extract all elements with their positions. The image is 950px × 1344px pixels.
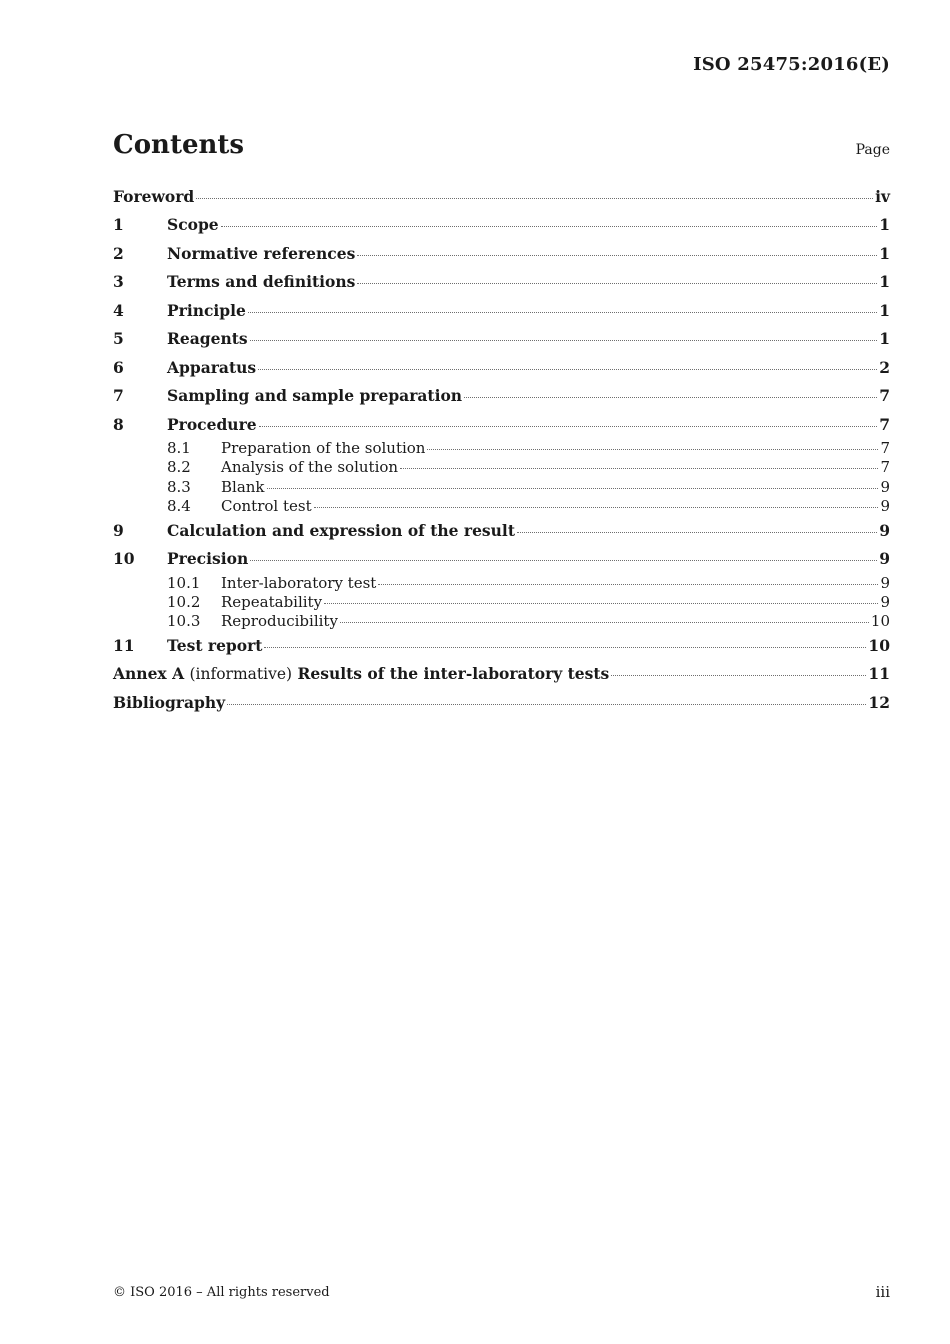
toc-page: 1	[879, 300, 890, 320]
annex-title: Results of the inter-laboratory tests	[297, 664, 610, 684]
toc-page: 9	[880, 477, 890, 496]
toc-leader	[267, 488, 879, 489]
toc-number: 1	[113, 215, 124, 234]
toc-entry-precision[interactable]	[113, 545, 890, 574]
toc-leader	[324, 603, 878, 604]
toc-entry-reagents[interactable]	[113, 325, 890, 354]
toc-title	[113, 660, 609, 689]
toc-page: 10	[868, 635, 890, 655]
toc-title: Reproducibility	[221, 612, 338, 631]
toc-page: 1	[879, 329, 890, 348]
toc-page: 9	[879, 520, 890, 540]
toc-number: 3	[113, 272, 124, 291]
toc-number: 8	[113, 414, 124, 434]
toc-leader	[427, 449, 878, 450]
toc-leader	[357, 255, 877, 256]
toc-title: Apparatus	[167, 357, 257, 377]
toc-entry-terms-and-definitions[interactable]	[113, 268, 890, 297]
toc-number: 8.4	[167, 497, 191, 516]
toc-subentry-control-test[interactable]	[113, 497, 890, 516]
toc-entry-principle[interactable]	[113, 297, 890, 326]
toc-page: 10	[870, 612, 890, 631]
toc-leader	[248, 312, 877, 313]
toc-leader	[400, 468, 878, 469]
toc-subentry-inter-laboratory-test[interactable]	[113, 574, 890, 593]
toc-entry-annex-a[interactable]	[113, 660, 890, 689]
toc-entry-procedure[interactable]	[113, 411, 890, 440]
toc-page: 1	[879, 272, 890, 291]
toc-entry-apparatus[interactable]	[113, 354, 890, 383]
toc-leader	[357, 283, 877, 284]
toc-title: Procedure	[167, 414, 257, 434]
toc-entry-test-report[interactable]	[113, 632, 890, 661]
toc-page: 9	[879, 549, 890, 569]
toc-number: 5	[113, 329, 124, 348]
page-number: iii	[875, 1283, 890, 1301]
toc-leader	[221, 226, 878, 227]
toc-title: Reagents	[167, 329, 248, 348]
toc-number: 10.1	[167, 573, 201, 592]
toc-page: 7	[880, 439, 890, 457]
toc-title: Foreword	[113, 187, 195, 206]
toc-title: Normative references	[167, 243, 356, 263]
toc-leader	[517, 532, 877, 533]
toc-number: 8.1	[167, 439, 191, 457]
toc-number: 9	[113, 520, 124, 540]
document-id: ISO 25475:2016(E)	[693, 54, 890, 75]
toc-number: 8.3	[167, 477, 191, 496]
toc-title: Sampling and sample preparation	[167, 386, 463, 405]
toc-page: iv	[875, 187, 890, 206]
toc-title: Control test	[221, 497, 312, 516]
toc-number: 7	[113, 386, 124, 405]
toc-title: Inter-laboratory test	[221, 573, 377, 592]
toc-title: Calculation and expression of the result	[167, 520, 515, 540]
toc-entry-calculation[interactable]	[113, 517, 890, 546]
toc-number: 10	[113, 549, 135, 569]
toc-entry-bibliography[interactable]	[113, 689, 890, 718]
toc-subentry-reproducibility[interactable]	[113, 612, 890, 631]
toc-page: 7	[880, 458, 890, 477]
contents-heading: Contents	[113, 130, 245, 160]
toc-title: Precision	[167, 549, 249, 569]
copyright-notice: © ISO 2016 – All rights reserved	[113, 1285, 330, 1300]
toc-title: Bibliography	[113, 692, 226, 712]
toc-number: 2	[113, 243, 124, 263]
toc-page: 9	[880, 497, 890, 516]
toc-title: Preparation of the solution	[221, 439, 426, 457]
toc-entry-sampling[interactable]	[113, 382, 890, 411]
toc-subentry-preparation[interactable]	[113, 439, 890, 458]
toc-title: Terms and definitions	[167, 272, 356, 291]
toc-leader	[250, 340, 878, 341]
toc-page: 7	[879, 386, 890, 405]
toc-entry-foreword[interactable]	[113, 183, 890, 211]
table-of-contents	[113, 183, 890, 717]
toc-title: Blank	[221, 477, 265, 496]
toc-page: 7	[879, 414, 890, 434]
toc-title: Principle	[167, 300, 246, 320]
toc-subentry-repeatability[interactable]	[113, 593, 890, 612]
toc-title: Analysis of the solution	[221, 458, 399, 477]
toc-number: 10.2	[167, 592, 201, 611]
toc-leader	[464, 397, 877, 398]
toc-number: 8.2	[167, 458, 191, 477]
toc-leader	[611, 675, 866, 676]
annex-type: (informative)	[189, 665, 293, 684]
toc-page: 1	[879, 215, 890, 234]
toc-page: 11	[868, 664, 890, 684]
toc-entry-normative-references[interactable]	[113, 240, 890, 269]
toc-title: Scope	[167, 215, 219, 234]
toc-page: 12	[868, 692, 890, 712]
annex-label: Annex A	[113, 664, 185, 684]
toc-leader	[314, 507, 879, 508]
toc-number: 4	[113, 300, 124, 320]
toc-leader	[340, 622, 869, 623]
toc-number: 10.3	[167, 612, 201, 631]
toc-page: 2	[879, 357, 890, 377]
toc-leader	[227, 704, 866, 705]
toc-subentry-analysis[interactable]	[113, 458, 890, 477]
toc-leader	[264, 647, 866, 648]
toc-page: 9	[880, 592, 890, 611]
toc-entry-scope[interactable]	[113, 211, 890, 240]
toc-page: 9	[880, 573, 890, 592]
toc-number: 11	[113, 635, 135, 655]
toc-title: Test report	[167, 635, 263, 655]
toc-title: Repeatability	[221, 592, 323, 611]
toc-subentry-blank[interactable]	[113, 478, 890, 497]
toc-leader	[196, 198, 873, 199]
toc-leader	[258, 369, 877, 370]
toc-number: 6	[113, 357, 124, 377]
toc-leader	[250, 560, 877, 561]
page-column-label: Page	[855, 142, 890, 158]
toc-leader	[259, 426, 878, 427]
toc-page: 1	[879, 243, 890, 263]
toc-leader	[378, 584, 878, 585]
